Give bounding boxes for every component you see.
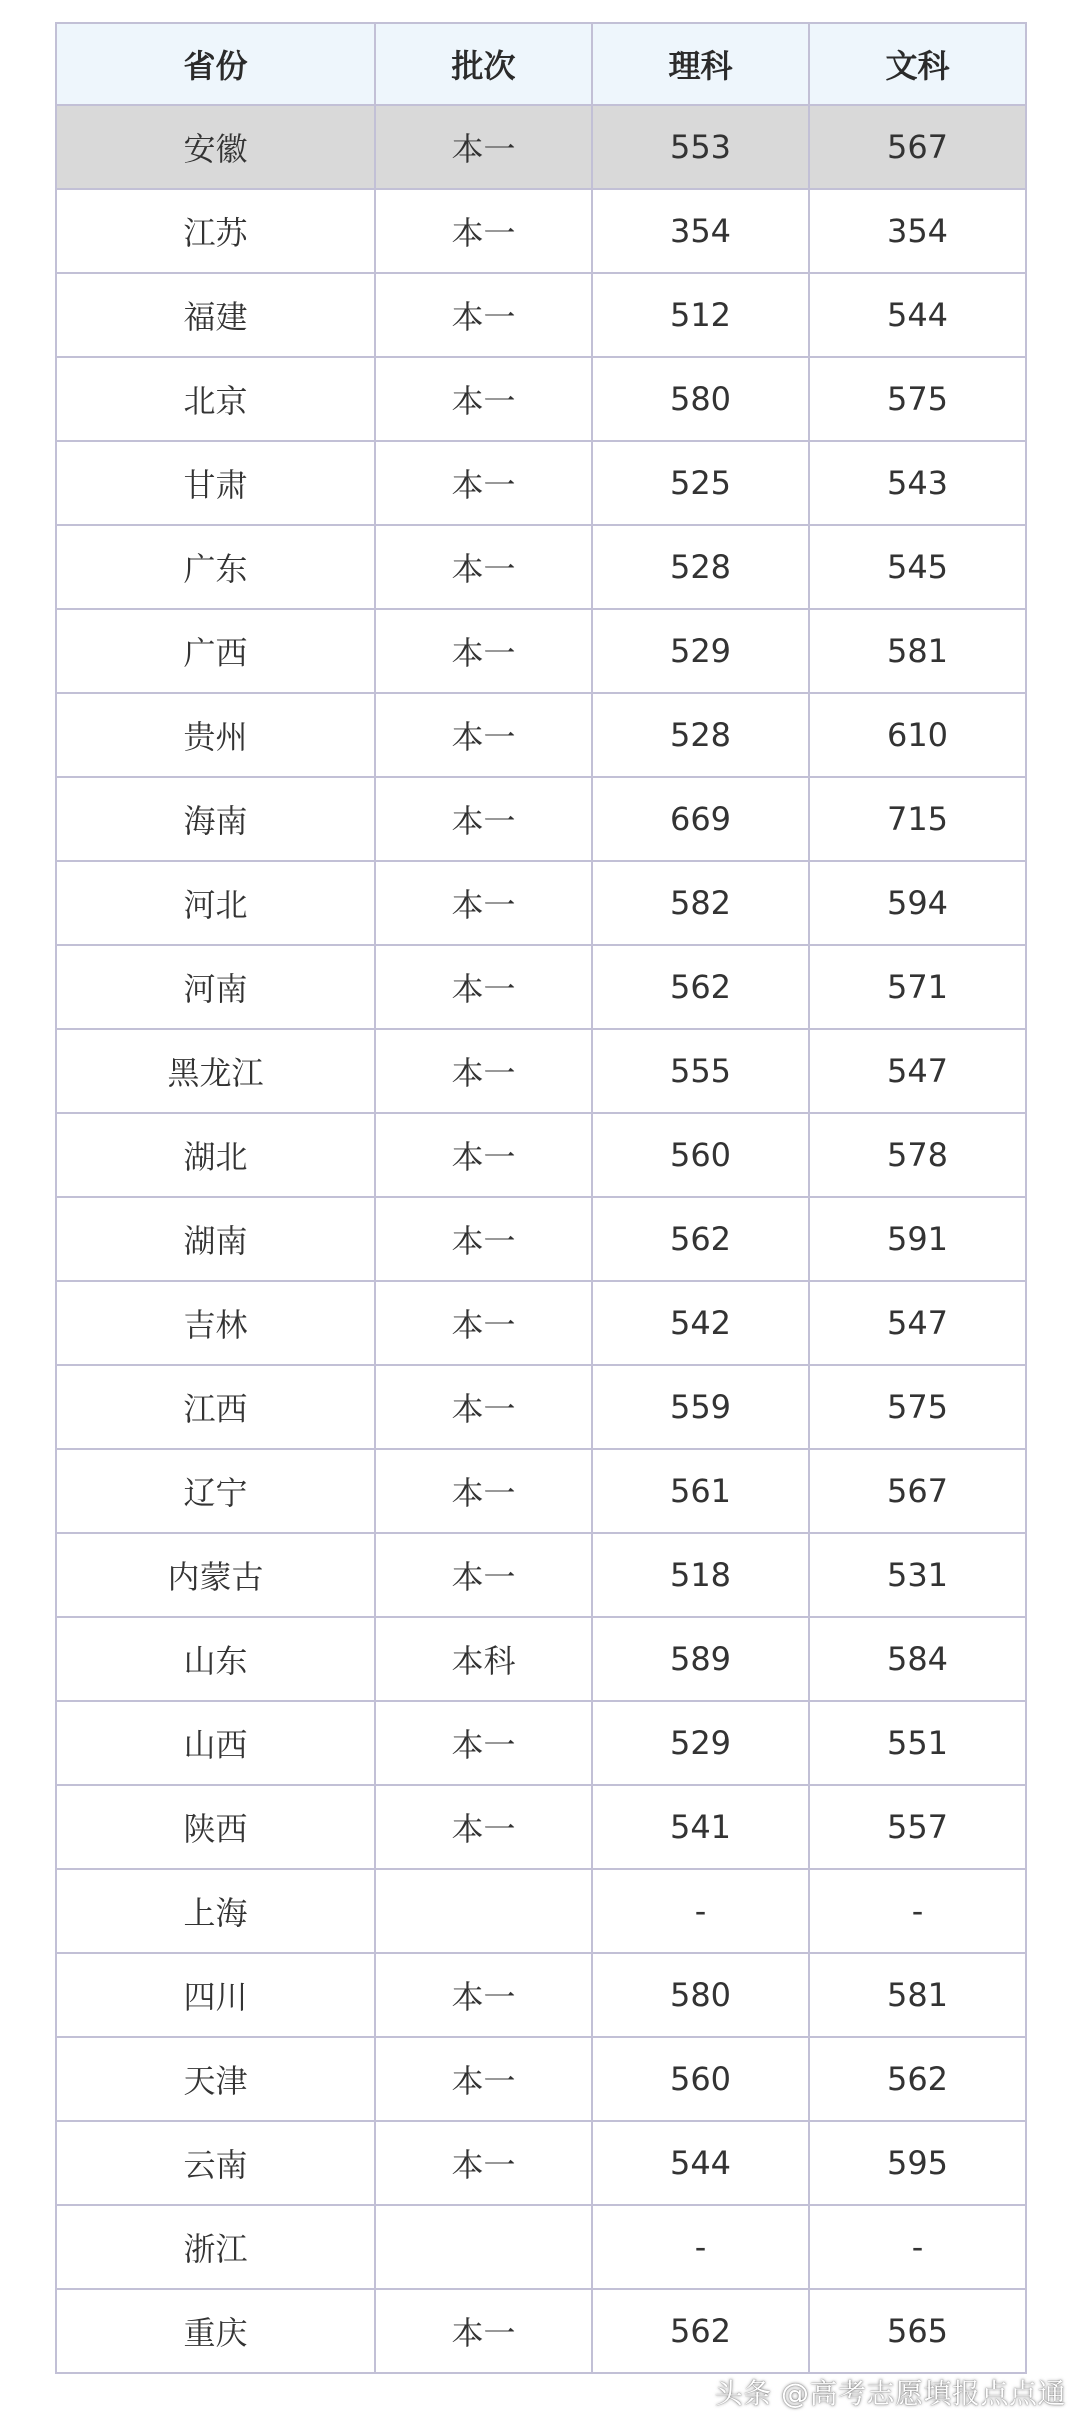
cell-science-score: 562 xyxy=(592,1197,809,1281)
cell-arts-score: - xyxy=(809,1869,1026,1953)
cell-arts-score: 557 xyxy=(809,1785,1026,1869)
cell-arts-score: 545 xyxy=(809,525,1026,609)
cell-province: 安徽 xyxy=(56,105,375,189)
table-row xyxy=(56,273,1026,357)
cell-province: 湖北 xyxy=(56,1113,375,1197)
cell-province: 江西 xyxy=(56,1365,375,1449)
cell-arts-score: 715 xyxy=(809,777,1026,861)
cell-science-score: 580 xyxy=(592,357,809,441)
cell-province: 广西 xyxy=(56,609,375,693)
cell-province: 四川 xyxy=(56,1953,375,2037)
cell-batch: 本科 xyxy=(375,1617,592,1701)
cell-province: 河南 xyxy=(56,945,375,1029)
table-row xyxy=(56,1533,1026,1617)
cell-science-score: 529 xyxy=(592,1701,809,1785)
table-row xyxy=(56,945,1026,1029)
cell-science-score: 669 xyxy=(592,777,809,861)
cell-batch: 本一 xyxy=(375,2121,592,2205)
cell-arts-score: 594 xyxy=(809,861,1026,945)
cell-province: 辽宁 xyxy=(56,1449,375,1533)
cell-arts-score: 584 xyxy=(809,1617,1026,1701)
cell-science-score: 555 xyxy=(592,1029,809,1113)
table-row xyxy=(56,1617,1026,1701)
table-row xyxy=(56,2121,1026,2205)
cell-batch: 本一 xyxy=(375,1197,592,1281)
cell-batch: 本一 xyxy=(375,1365,592,1449)
cell-batch: 本一 xyxy=(375,1953,592,2037)
cell-province: 内蒙古 xyxy=(56,1533,375,1617)
cell-batch xyxy=(375,2205,592,2289)
cell-province: 天津 xyxy=(56,2037,375,2121)
table-row xyxy=(56,2037,1026,2121)
cell-batch: 本一 xyxy=(375,1449,592,1533)
cell-batch: 本一 xyxy=(375,861,592,945)
cell-science-score: 541 xyxy=(592,1785,809,1869)
table-row xyxy=(56,1113,1026,1197)
cell-arts-score: 544 xyxy=(809,273,1026,357)
cell-batch: 本一 xyxy=(375,525,592,609)
cell-batch: 本一 xyxy=(375,105,592,189)
header-science: 理科 xyxy=(592,23,809,105)
cell-arts-score: 571 xyxy=(809,945,1026,1029)
cell-batch: 本一 xyxy=(375,2037,592,2121)
cell-batch: 本一 xyxy=(375,1029,592,1113)
cell-arts-score: 354 xyxy=(809,189,1026,273)
cell-science-score: 559 xyxy=(592,1365,809,1449)
cell-arts-score: 565 xyxy=(809,2289,1026,2373)
cell-science-score: 525 xyxy=(592,441,809,525)
table-row xyxy=(56,357,1026,441)
cell-arts-score: 567 xyxy=(809,1449,1026,1533)
table-row xyxy=(56,1869,1026,1953)
table-row xyxy=(56,2205,1026,2289)
cell-batch: 本一 xyxy=(375,1701,592,1785)
cell-province: 云南 xyxy=(56,2121,375,2205)
cell-province: 山西 xyxy=(56,1701,375,1785)
cell-arts-score: 562 xyxy=(809,2037,1026,2121)
cell-arts-score: 578 xyxy=(809,1113,1026,1197)
cell-province: 北京 xyxy=(56,357,375,441)
cell-arts-score: 547 xyxy=(809,1281,1026,1365)
cell-arts-score: 575 xyxy=(809,357,1026,441)
cell-province: 上海 xyxy=(56,1869,375,1953)
table-row xyxy=(56,609,1026,693)
table-row xyxy=(56,861,1026,945)
cell-batch: 本一 xyxy=(375,1113,592,1197)
header-batch: 批次 xyxy=(375,23,592,105)
cell-batch: 本一 xyxy=(375,777,592,861)
cell-batch: 本一 xyxy=(375,1533,592,1617)
table-row xyxy=(56,1449,1026,1533)
table-row xyxy=(56,525,1026,609)
cell-province: 海南 xyxy=(56,777,375,861)
cell-batch: 本一 xyxy=(375,1785,592,1869)
cell-batch: 本一 xyxy=(375,189,592,273)
score-table xyxy=(55,22,1027,2374)
table-row xyxy=(56,1281,1026,1365)
cell-science-score: 529 xyxy=(592,609,809,693)
cell-province: 甘肃 xyxy=(56,441,375,525)
cell-batch: 本一 xyxy=(375,945,592,1029)
header-row xyxy=(56,23,1026,105)
cell-arts-score: 591 xyxy=(809,1197,1026,1281)
cell-science-score: 528 xyxy=(592,525,809,609)
cell-arts-score: 567 xyxy=(809,105,1026,189)
table-row xyxy=(56,189,1026,273)
table-row xyxy=(56,777,1026,861)
cell-arts-score: - xyxy=(809,2205,1026,2289)
table-row xyxy=(56,441,1026,525)
watermark-text: 头条 @高考志愿填报点点通 xyxy=(714,2377,1066,2410)
header-province: 省份 xyxy=(56,23,375,105)
cell-province: 黑龙江 xyxy=(56,1029,375,1113)
cell-arts-score: 543 xyxy=(809,441,1026,525)
cell-science-score: - xyxy=(592,2205,809,2289)
cell-science-score: 561 xyxy=(592,1449,809,1533)
cell-province: 山东 xyxy=(56,1617,375,1701)
table-row xyxy=(56,1197,1026,1281)
table-row xyxy=(56,1785,1026,1869)
table-row xyxy=(56,1701,1026,1785)
cell-science-score: 562 xyxy=(592,945,809,1029)
cell-province: 浙江 xyxy=(56,2205,375,2289)
cell-province: 重庆 xyxy=(56,2289,375,2373)
cell-province: 吉林 xyxy=(56,1281,375,1365)
cell-arts-score: 551 xyxy=(809,1701,1026,1785)
cell-province: 广东 xyxy=(56,525,375,609)
cell-science-score: 560 xyxy=(592,1113,809,1197)
cell-science-score: 553 xyxy=(592,105,809,189)
cell-province: 贵州 xyxy=(56,693,375,777)
cell-batch: 本一 xyxy=(375,609,592,693)
cell-province: 湖南 xyxy=(56,1197,375,1281)
cell-arts-score: 575 xyxy=(809,1365,1026,1449)
cell-arts-score: 547 xyxy=(809,1029,1026,1113)
cell-arts-score: 581 xyxy=(809,609,1026,693)
cell-arts-score: 531 xyxy=(809,1533,1026,1617)
score-table-container xyxy=(55,22,1025,2374)
table-row xyxy=(56,693,1026,777)
table-row xyxy=(56,1365,1026,1449)
table-row xyxy=(56,1029,1026,1113)
cell-batch: 本一 xyxy=(375,693,592,777)
table-body xyxy=(56,105,1026,2373)
cell-province: 河北 xyxy=(56,861,375,945)
table-header xyxy=(56,23,1026,105)
cell-science-score: 512 xyxy=(592,273,809,357)
header-arts: 文科 xyxy=(809,23,1026,105)
cell-science-score: 582 xyxy=(592,861,809,945)
cell-batch: 本一 xyxy=(375,357,592,441)
cell-science-score: 580 xyxy=(592,1953,809,2037)
cell-science-score: - xyxy=(592,1869,809,1953)
cell-science-score: 542 xyxy=(592,1281,809,1365)
cell-batch: 本一 xyxy=(375,273,592,357)
cell-batch: 本一 xyxy=(375,1281,592,1365)
cell-science-score: 562 xyxy=(592,2289,809,2373)
cell-science-score: 560 xyxy=(592,2037,809,2121)
cell-province: 陕西 xyxy=(56,1785,375,1869)
table-row xyxy=(56,2289,1026,2373)
cell-province: 江苏 xyxy=(56,189,375,273)
cell-province: 福建 xyxy=(56,273,375,357)
table-row xyxy=(56,1953,1026,2037)
cell-science-score: 354 xyxy=(592,189,809,273)
cell-arts-score: 610 xyxy=(809,693,1026,777)
cell-science-score: 544 xyxy=(592,2121,809,2205)
table-row xyxy=(56,105,1026,189)
cell-arts-score: 595 xyxy=(809,2121,1026,2205)
cell-arts-score: 581 xyxy=(809,1953,1026,2037)
cell-batch xyxy=(375,1869,592,1953)
cell-batch: 本一 xyxy=(375,441,592,525)
cell-science-score: 518 xyxy=(592,1533,809,1617)
cell-batch: 本一 xyxy=(375,2289,592,2373)
cell-science-score: 589 xyxy=(592,1617,809,1701)
cell-science-score: 528 xyxy=(592,693,809,777)
